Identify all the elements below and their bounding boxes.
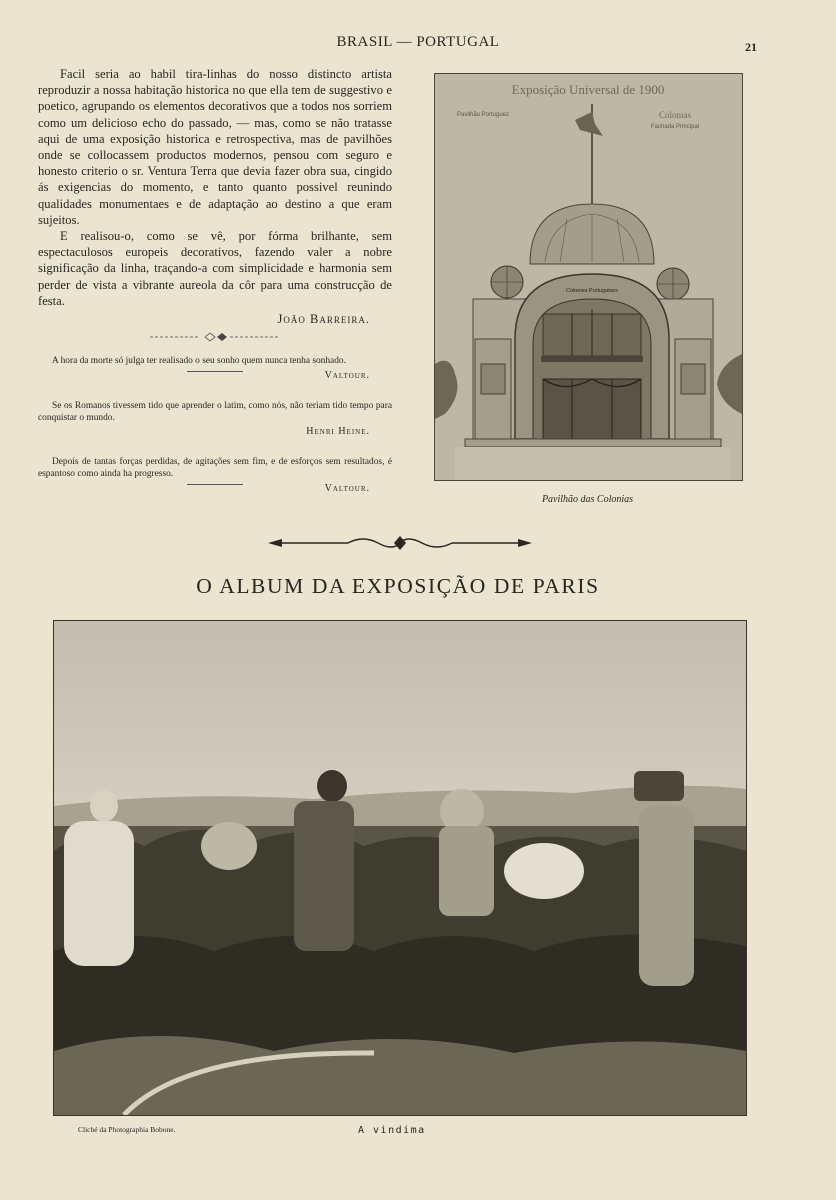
pavilion-caption: Pavilhão das Colonias (541, 494, 634, 505)
running-header: BRASIL — PORTUGAL (336, 34, 500, 50)
article-paragraph-2: E realisou-o, como se vê, por fórma brilhante, sem espectaculosos europeis decorativos, fazendo valer a nobre significação da linha, traçando-a com simplicidade e harmonia sem perder de vista a vibrante aureola da côr para uma construcção de festa. (38, 229, 392, 308)
article-column (38, 66, 392, 495)
quote-author: Valtour. (324, 483, 370, 495)
photo-caption: A vindima (358, 1125, 426, 1136)
pavilion-right-label-2: Fachada Principal (650, 124, 700, 130)
quote-text: Depois de tantas forças perdidas, de agitações sem fim, e de esforços sem resultados, é espantoso como ainda ha progresso. (38, 457, 392, 480)
small-ornament-divider (38, 331, 392, 345)
quote-text: A hora da morte só julga ter realisado o seu sonho quem nunca tenha sonhado. (52, 356, 346, 367)
pavilion-right-label-1: Colonias (658, 110, 692, 120)
quote-text: Se os Romanos tivessem tido que aprender o latim, como nós, não teriam tido tempo para conquistar o mundo. (38, 401, 392, 424)
quote-1 (38, 355, 392, 382)
quote-3 (38, 456, 392, 495)
pavilion-illustration (434, 73, 743, 481)
quote-author: Henri Heine. (306, 426, 370, 438)
section-title: O ALBUM DA EXPOSIÇÃO DE PARIS (196, 574, 600, 598)
pavilion-left-label: Pavilhão Portuguez (457, 112, 510, 118)
quote-author: Valtour. (324, 370, 370, 382)
pavilion-banner: Exposição Universal de 1900 (511, 82, 665, 97)
harvest-photograph (53, 620, 747, 1116)
photo-credit: Cliché da Photographia Bobone. (78, 1125, 176, 1134)
ornamental-divider (268, 533, 532, 553)
quote-2 (38, 400, 392, 438)
article-paragraph-1: Facil seria ao habil tira-linhas do nosso distincto artista reproduzir a nossa habitação historica no que ella tem de suggestivo e poetico, agrupando os elementos decorativos que a todos nos sorriem como um delicioso echo do passado, — mas, como se não tratasse aqui de uma exposição historica e retrospectiva, mas de pavilhões onde se collocassem productos modernos, pensou com seguro e honesto criterio o sr. Ventura Terra que devia fazer obra sua, cingido ás exigencias do momento, e tanto quanto possivel reunindo qualidades monumentaes e de adaptação ao destino a que eram sujeitos. (38, 67, 392, 227)
article-signature: João Barreira. (277, 312, 370, 327)
page-number: 21 (745, 40, 757, 54)
pavilion-arch-text: Colonies Portugaises (566, 288, 618, 294)
